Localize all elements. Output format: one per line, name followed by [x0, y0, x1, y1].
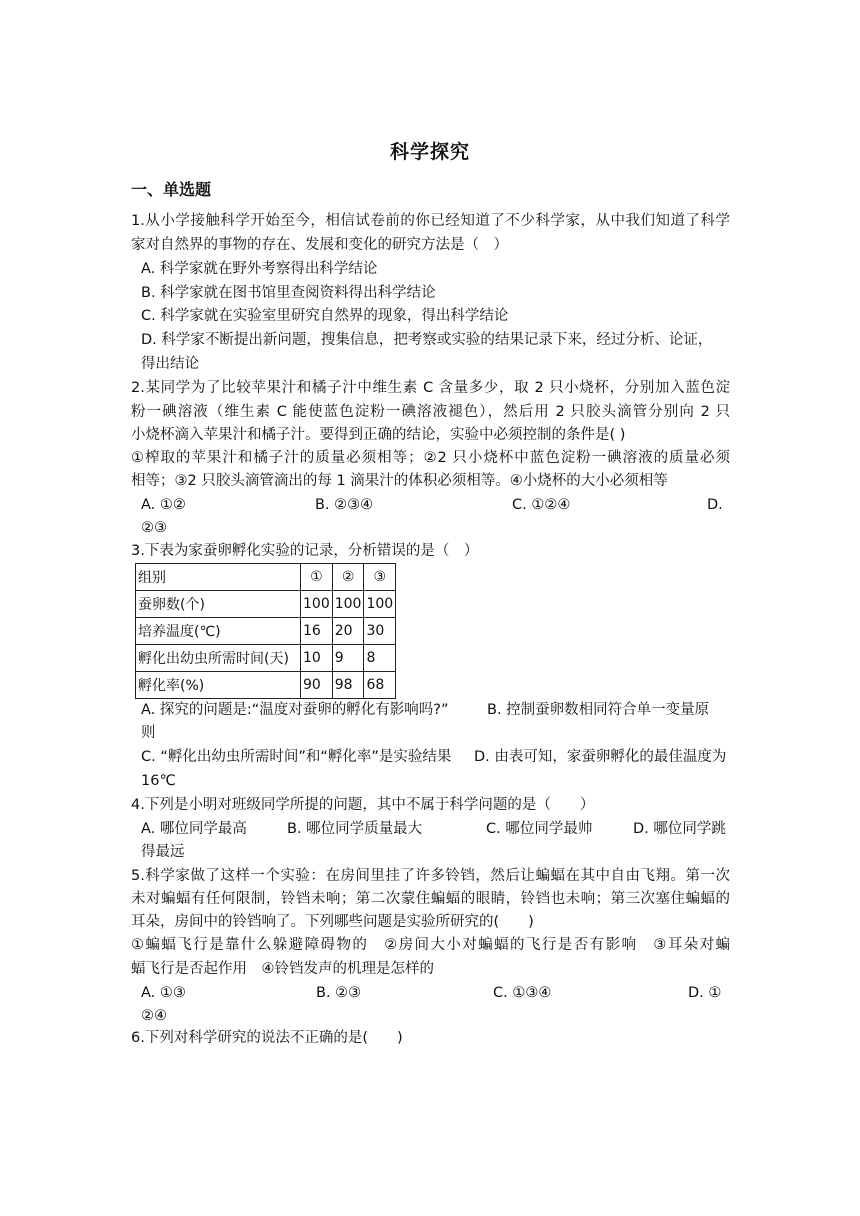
- q1-option-c[interactable]: C. 科学家就在实验室里研究自然界的现象，得出科学结论: [141, 308, 509, 324]
- table-cell: 孵化率(%): [136, 672, 301, 699]
- table-cell: 蚕卵数(个): [136, 591, 301, 618]
- table-cell: 组别: [136, 564, 301, 591]
- table-cell: 30: [364, 618, 396, 645]
- q1-option-d[interactable]: D. 科学家不断提出新问题，搜集信息，把考察或实验的结果记录下来，经过分析、论证，: [141, 332, 713, 348]
- q5-stem-line: 蝠飞行是否起作用 ④铃铛发声的机理是怎样的: [131, 961, 434, 977]
- table-row: [136, 672, 396, 699]
- table-cell: 90: [301, 672, 333, 699]
- q4-stem: 4.下列是小明对班级同学所提的问题，其中不属于科学问题的是（ ）: [131, 797, 595, 813]
- silkworm-table: [135, 563, 396, 699]
- q3-option-d-cont: 16℃: [141, 773, 176, 789]
- table-cell: 培养温度(℃): [136, 618, 301, 645]
- q2-stem-line: 小烧杯滴入苹果汁和橘子汁。要得到正确的结论，实验中必须控制的条件是( ): [131, 427, 626, 443]
- q2-option-d-cont: ②③: [141, 520, 167, 536]
- q4-option-d[interactable]: D. 哪位同学跳: [633, 821, 726, 837]
- q1-option-a[interactable]: A. 科学家就在野外考察得出科学结论: [141, 261, 378, 277]
- q5-stem-line: 耳朵，房间中的铃铛响了。下列哪些问题是实验所研究的( ): [131, 914, 534, 930]
- table-cell: 9: [332, 645, 364, 672]
- q3-option-b[interactable]: B. 控制蚕卵数相同符合单一变量原: [487, 702, 710, 718]
- q3-option-d[interactable]: D. 由表可知，家蚕卵孵化的最佳温度为: [474, 749, 727, 765]
- q3-option-c[interactable]: C. “孵化出幼虫所需时间”和“孵化率”是实验结果: [141, 749, 452, 765]
- q5-option-d-cont: ②④: [141, 1008, 167, 1024]
- q4-option-b[interactable]: B. 哪位同学质量最大: [287, 821, 423, 837]
- q1-stem-line: 1.从小学接触科学开始至今，相信试卷前的你已经知道了不少科学家，从中我们知道了科学: [131, 213, 730, 229]
- q3-stem: 3.下表为家蚕卵孵化实验的记录，分析错误的是（ ）: [131, 543, 479, 559]
- table-cell: 20: [332, 618, 364, 645]
- q5-option-b[interactable]: B. ②③: [316, 985, 362, 1001]
- q5-option-d[interactable]: D. ①: [688, 985, 722, 1001]
- q4-option-d-cont: 得最远: [141, 844, 185, 860]
- table-cell: 16: [301, 618, 333, 645]
- section-heading: 一、单选题: [131, 180, 212, 199]
- q4-option-a[interactable]: A. 哪位同学最高: [141, 821, 247, 837]
- q2-stem-line: ①榨取的苹果汁和橘子汁的质量必须相等；②2 只小烧杯中蓝色淀粉一碘溶液的质量必须: [131, 450, 730, 466]
- q2-stem-line: 相等；③2 只胶头滴管滴出的每 1 滴果汁的体积必须相等。④小烧杯的大小必须相等: [131, 473, 668, 489]
- q2-option-a[interactable]: A. ①②: [141, 497, 186, 513]
- table-cell: 98: [332, 672, 364, 699]
- q5-option-a[interactable]: A. ①③: [141, 985, 186, 1001]
- q5-stem-line: 5.科学家做了这样一个实验：在房间里挂了许多铃铛，然后让蝙蝠在其中自由飞翔。第一次: [131, 868, 730, 884]
- table-cell: ①: [301, 564, 333, 591]
- table-cell: ③: [364, 564, 396, 591]
- table-cell: 100: [364, 591, 396, 618]
- table-row: [136, 591, 396, 618]
- q2-stem-line: 2.某同学为了比较苹果汁和橘子汁中维生素 C 含量多少，取 2 只小烧杯，分别加入蓝色淀: [131, 380, 730, 396]
- q5-stem-line: 未对蝙蝠有任何限制，铃铛未响；第二次蒙住蝙蝠的眼睛，铃铛也未响；第三次塞住蝙蝠的: [131, 891, 730, 907]
- q4-option-c[interactable]: C. 哪位同学最帅: [486, 821, 593, 837]
- table-row: [136, 618, 396, 645]
- q1-option-d-cont: 得出结论: [141, 356, 199, 372]
- table-cell: ②: [332, 564, 364, 591]
- q3-option-b-cont: 则: [141, 725, 156, 741]
- table-cell: 8: [364, 645, 396, 672]
- q3-option-a[interactable]: A. 探究的问题是:“温度对蚕卵的孵化有影响吗?”: [141, 702, 449, 718]
- q5-stem-line: ①蝙蝠飞行是靠什么躲避障碍物的 ②房间大小对蝙蝠的飞行是否有影响 ③耳朵对蝙: [131, 937, 730, 953]
- table-cell: 10: [301, 645, 333, 672]
- table-cell: 100: [301, 591, 333, 618]
- q5-option-c[interactable]: C. ①③④: [493, 985, 552, 1001]
- q6-stem: 6.下列对科学研究的说法不正确的是( ): [131, 1030, 403, 1046]
- q1-stem-line: 家对自然界的事物的存在、发展和变化的研究方法是（ ）: [131, 237, 508, 253]
- page-title: 科学探究: [389, 141, 470, 163]
- table-cell: 孵化出幼虫所需时间(天): [136, 645, 301, 672]
- q2-stem-line: 粉一碘溶液（维生素 C 能使蓝色淀粉一碘溶液褪色），然后用 2 只胶头滴管分别向 2 只: [131, 404, 730, 420]
- q2-option-c[interactable]: C. ①②④: [512, 497, 571, 513]
- table-header-row: [136, 564, 396, 591]
- q2-option-d[interactable]: D.: [707, 497, 723, 513]
- q1-option-b[interactable]: B. 科学家就在图书馆里查阅资料得出科学结论: [141, 285, 436, 301]
- table-row: [136, 645, 396, 672]
- q2-option-b[interactable]: B. ②③④: [315, 497, 374, 513]
- table-cell: 68: [364, 672, 396, 699]
- table-cell: 100: [332, 591, 364, 618]
